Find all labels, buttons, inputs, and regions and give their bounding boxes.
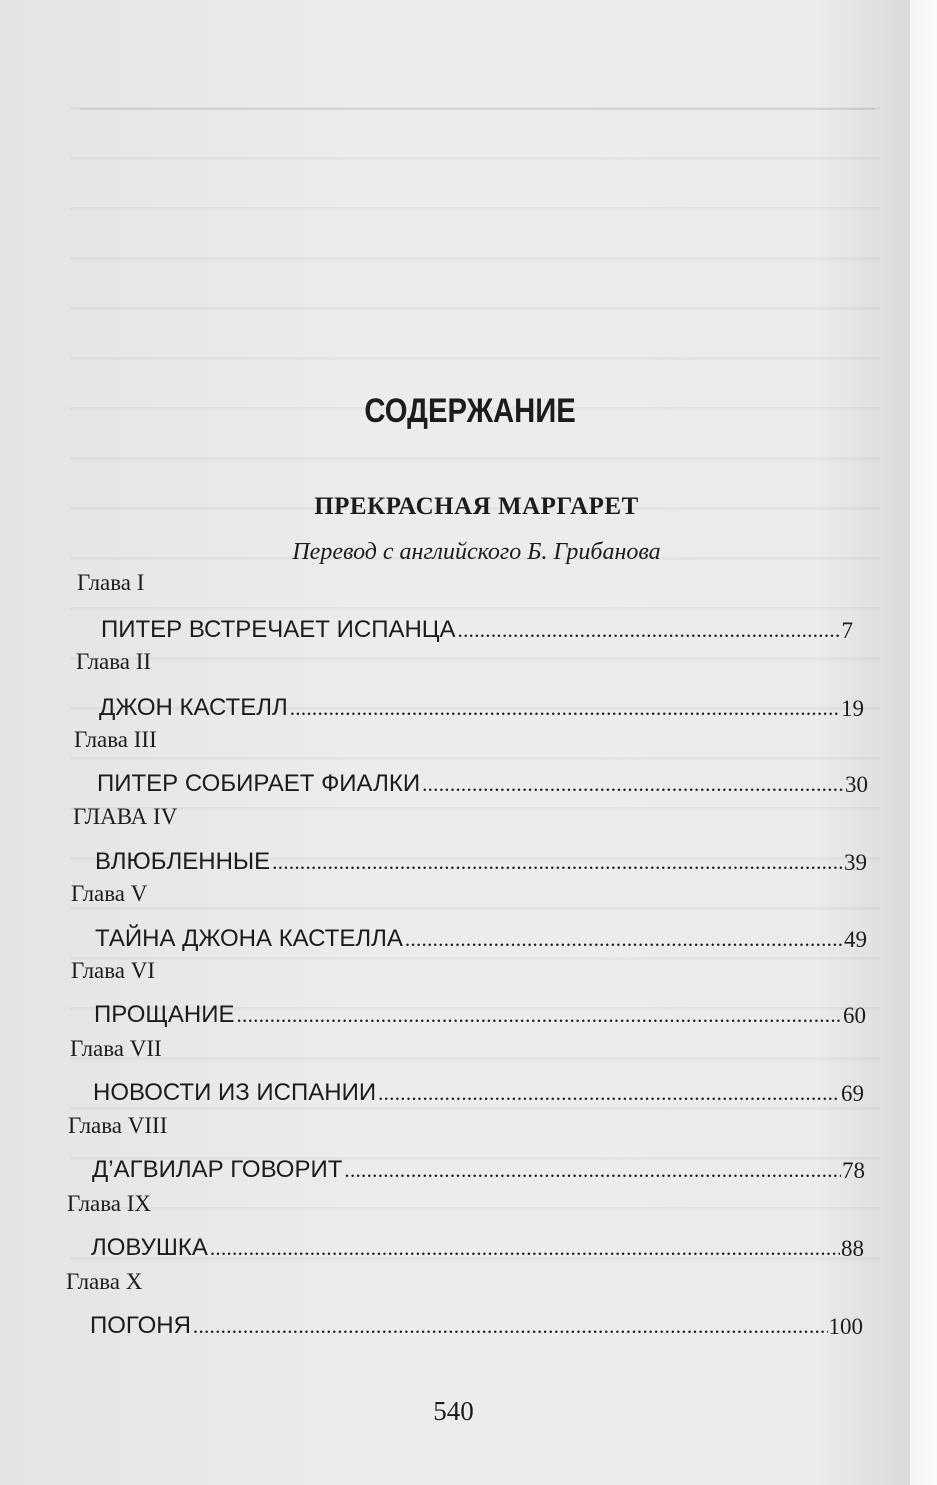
leader-dots — [237, 1005, 843, 1026]
toc-entry — [93, 1079, 864, 1107]
translator-credit — [0, 539, 937, 566]
leader-dots — [344, 1160, 841, 1181]
chapter-title: ДЖОН КАСТЕЛЛ — [99, 694, 288, 721]
chapter-label: ГЛАВА IV — [73, 804, 178, 829]
toc-entry — [91, 1234, 864, 1262]
page-reference: 30 — [845, 772, 868, 797]
chapter-label: Глава II — [76, 649, 152, 674]
chapter-label: Глава I — [77, 570, 145, 595]
page-reference: 7 — [841, 618, 853, 643]
show-through-text — [70, 60, 880, 1300]
chapter-label: Глава VI — [71, 958, 156, 983]
leader-dots — [193, 1316, 828, 1337]
leader-dots — [422, 774, 844, 795]
toc-entry — [101, 616, 853, 644]
chapter-label: Глава IX — [67, 1191, 152, 1216]
chapter-label: Глава VII — [70, 1036, 162, 1061]
page-edge — [910, 0, 937, 1485]
toc-entry — [92, 1156, 865, 1184]
page-reference: 100 — [828, 1314, 863, 1339]
book-title — [0, 493, 937, 521]
leader-dots — [272, 852, 843, 873]
leader-dots — [458, 620, 841, 641]
toc-entry — [95, 925, 867, 953]
contents-heading: СОДЕРЖАНИЕ — [364, 392, 576, 430]
chapter-title: Д’АГВИЛАР ГОВОРИТ — [92, 1156, 343, 1183]
page-reference: 78 — [842, 1158, 865, 1183]
chapter-label: Глава V — [71, 881, 148, 906]
chapter-title: ПОГОНЯ — [90, 1312, 191, 1339]
book-title-text: ПРЕКРАСНАЯ МАРГАРЕТ — [314, 493, 639, 520]
toc-entry — [94, 1001, 866, 1029]
leader-dots — [290, 698, 840, 719]
toc-entry — [95, 848, 867, 876]
chapter-title: ЛОВУШКА — [91, 1234, 208, 1261]
chapter-label: Глава III — [74, 727, 157, 752]
page-reference: 39 — [844, 850, 867, 875]
page-reference: 69 — [841, 1081, 864, 1106]
chapter-label: Глава X — [66, 1269, 143, 1294]
chapter-title: ТАЙНА ДЖОНА КАСТЕЛЛА — [95, 925, 403, 952]
leader-dots — [378, 1083, 840, 1104]
chapter-title: ВЛЮБЛЕННЫЕ — [95, 848, 271, 875]
page-reference: 60 — [843, 1003, 866, 1028]
page-number-text: 540 — [433, 1396, 474, 1426]
leader-dots — [405, 929, 843, 950]
page-reference: 19 — [841, 696, 864, 721]
leader-dots — [210, 1238, 840, 1259]
toc-entry — [90, 1312, 863, 1340]
translator-text: Перевод с английского Б. Грибанова — [292, 539, 661, 565]
toc-entry — [97, 770, 868, 798]
toc-entry — [99, 694, 864, 722]
chapter-title: ПИТЕР СОБИРАЕТ ФИАЛКИ — [97, 770, 421, 797]
page-number — [0, 1396, 937, 1427]
chapter-label: Глава VIII — [68, 1113, 168, 1138]
running-head-rule — [80, 108, 875, 110]
chapter-title: НОВОСТИ ИЗ ИСПАНИИ — [93, 1079, 377, 1106]
chapter-title: ПИТЕР ВСТРЕЧАЕТ ИСПАНЦА — [101, 616, 456, 643]
page-reference: 88 — [841, 1236, 864, 1261]
page-reference: 49 — [844, 927, 867, 952]
chapter-title: ПРОЩАНИЕ — [94, 1001, 235, 1028]
